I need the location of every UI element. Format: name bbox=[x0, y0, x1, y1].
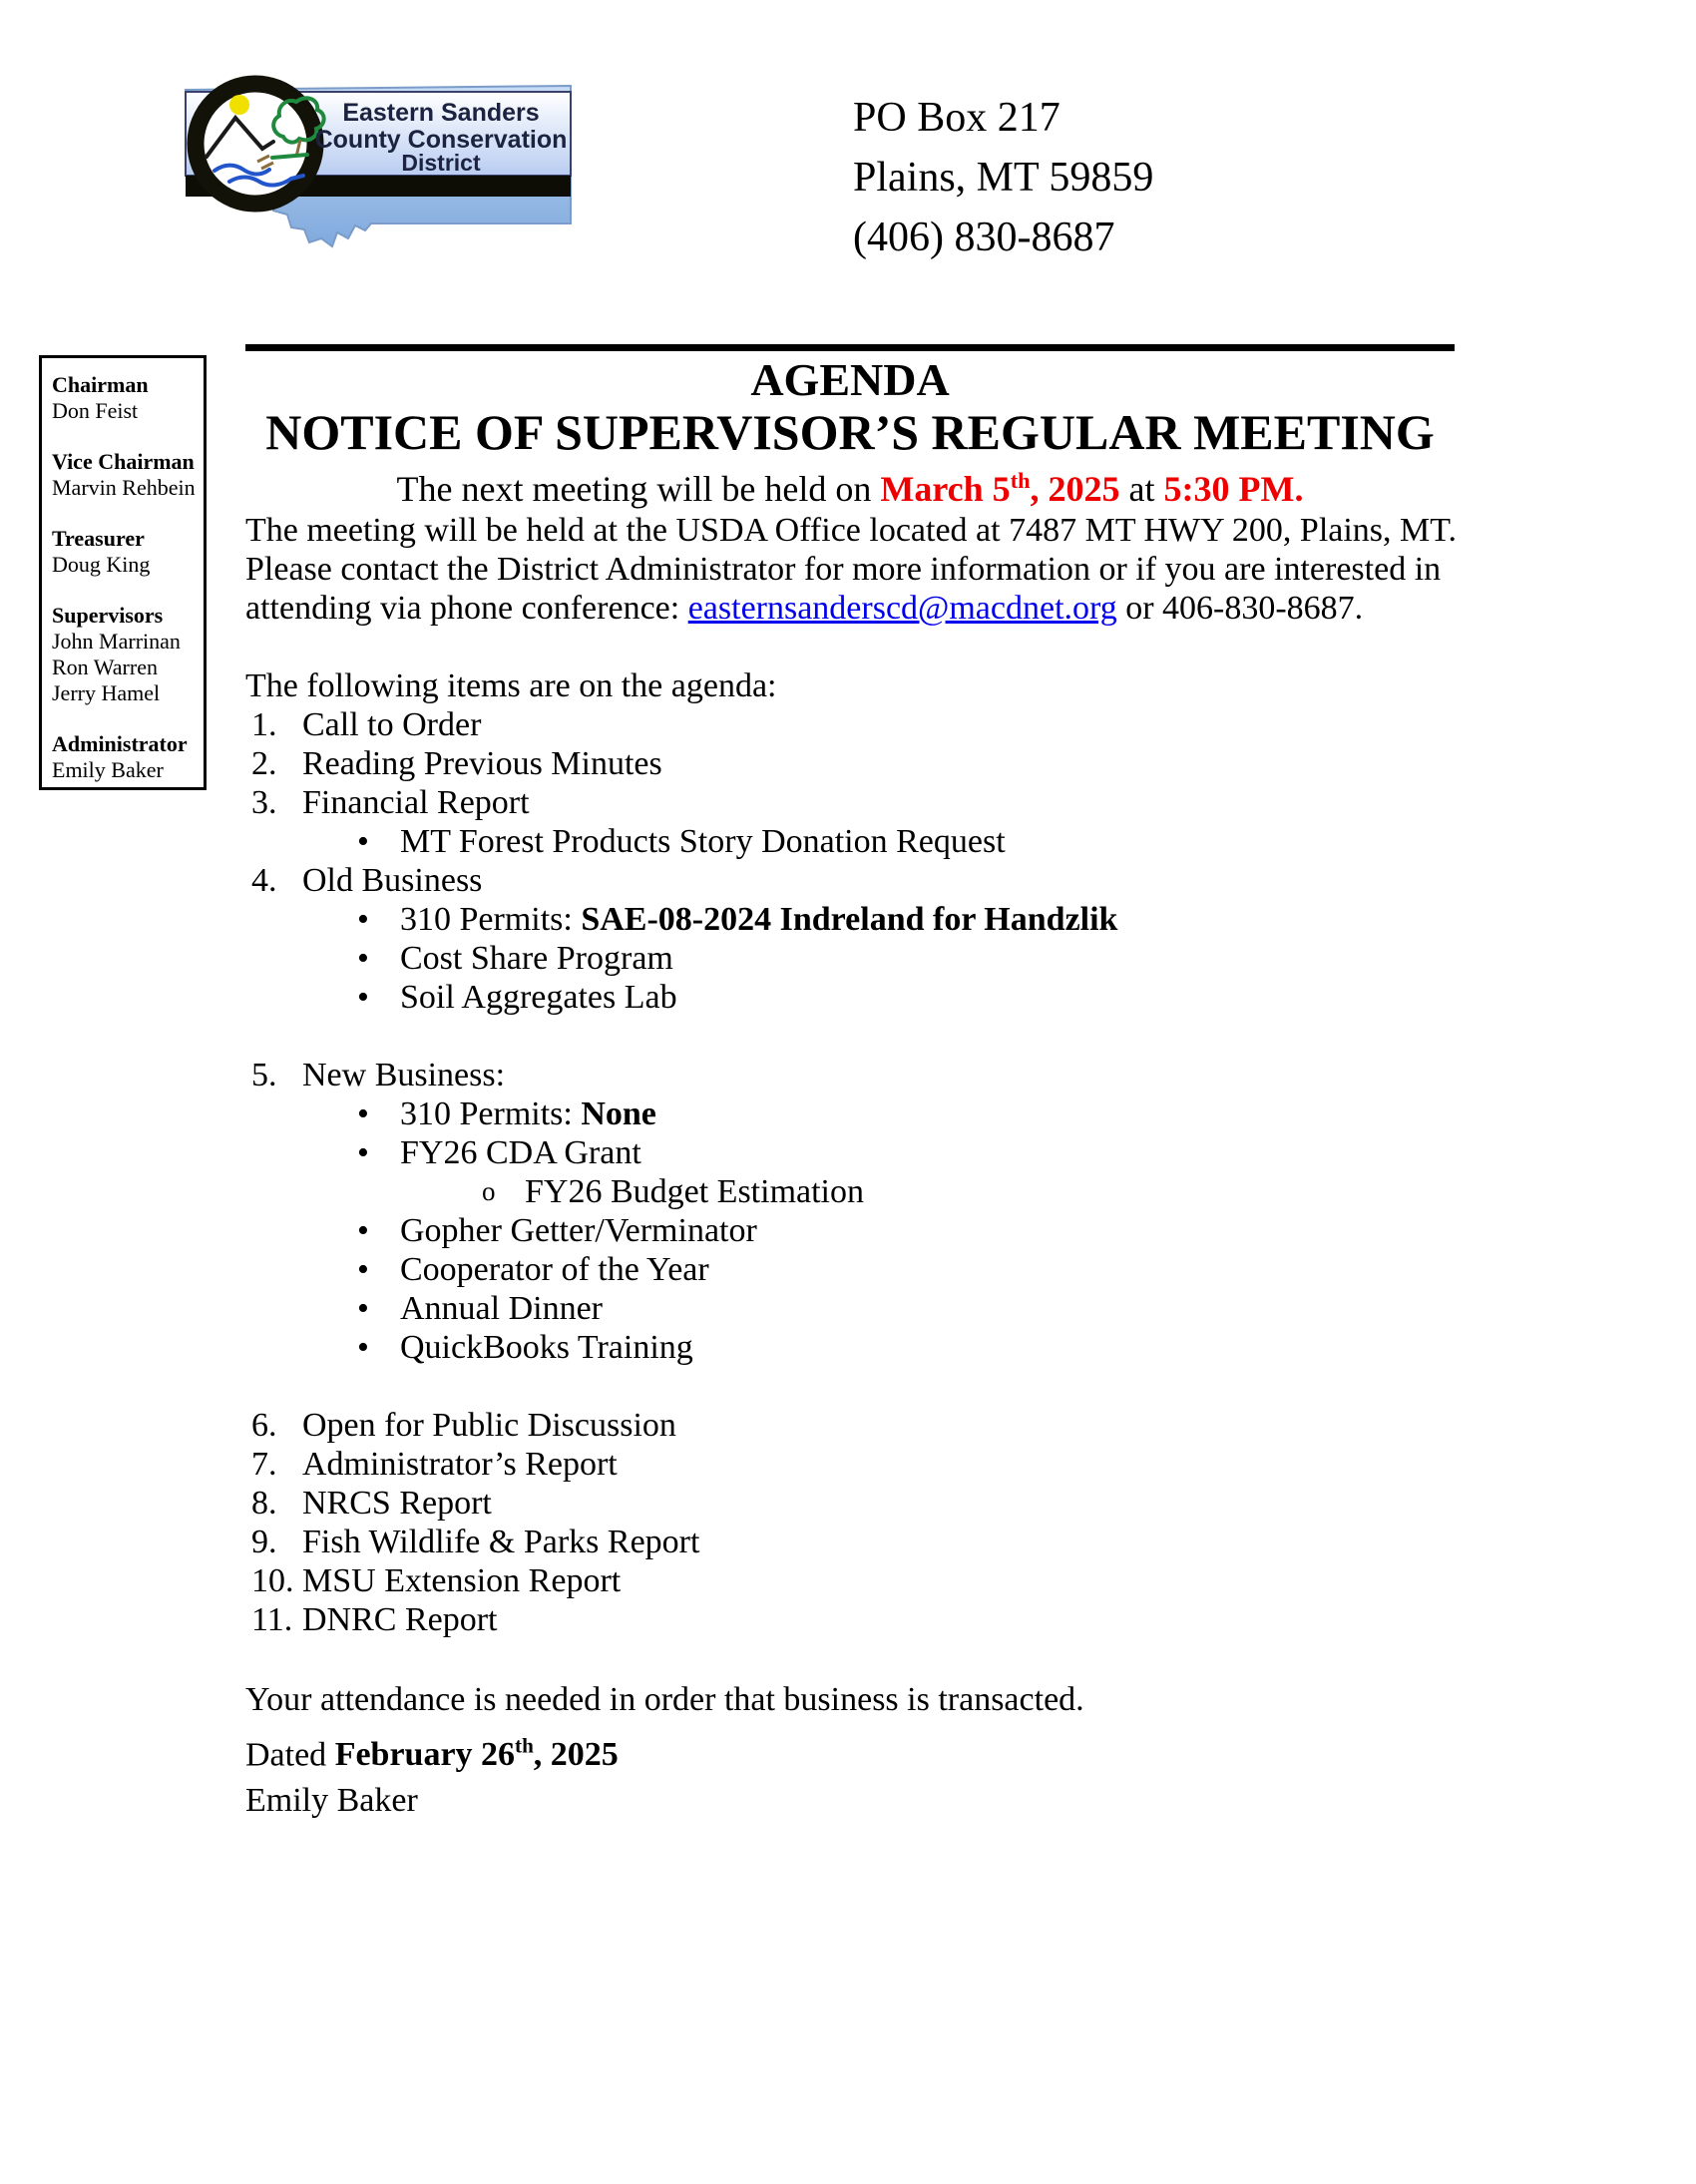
item-text-segment: Administrator’s Report bbox=[302, 1446, 618, 1483]
agenda-item bbox=[245, 1133, 1455, 1172]
meeting-date-main: March 5 bbox=[880, 469, 1011, 509]
item-text bbox=[302, 784, 530, 821]
item-text-segment: NRCS Report bbox=[302, 1485, 492, 1522]
item-number: 8. bbox=[251, 1485, 277, 1522]
agenda-item bbox=[245, 783, 1455, 822]
item-text bbox=[400, 1329, 693, 1366]
item-text-segment: FY26 CDA Grant bbox=[400, 1134, 641, 1171]
item-text bbox=[400, 901, 1117, 938]
item-text bbox=[400, 979, 677, 1016]
agenda-item bbox=[245, 939, 1455, 978]
item-number: 6. bbox=[251, 1407, 277, 1444]
item-text bbox=[400, 940, 673, 977]
agenda-item bbox=[245, 1094, 1455, 1133]
officer-role-label: Treasurer bbox=[52, 526, 145, 551]
agenda-item bbox=[245, 861, 1455, 900]
agenda-item bbox=[245, 744, 1455, 783]
item-number: 9. bbox=[251, 1524, 277, 1560]
dated-date bbox=[335, 1736, 619, 1773]
meeting-date-ordinal: th bbox=[1010, 468, 1031, 493]
item-text-segment: DNRC Report bbox=[302, 1601, 498, 1638]
bullet-icon: • bbox=[357, 1290, 369, 1327]
item-number: 2. bbox=[251, 745, 277, 782]
item-text-segment: Soil Aggregates Lab bbox=[400, 979, 677, 1016]
bullet-icon: • bbox=[357, 823, 369, 860]
bullet-icon: • bbox=[357, 1251, 369, 1288]
agenda-item bbox=[245, 705, 1455, 744]
item-text-segment: Reading Previous Minutes bbox=[302, 745, 662, 782]
bullet-icon: • bbox=[357, 1212, 369, 1249]
officer-name: Ron Warren bbox=[52, 655, 158, 679]
item-text bbox=[302, 1407, 676, 1444]
sun-icon bbox=[229, 95, 249, 115]
agenda-item bbox=[245, 1484, 1455, 1523]
district-logo bbox=[170, 58, 581, 259]
contact-info bbox=[853, 88, 1153, 267]
agenda-item bbox=[245, 1328, 1455, 1367]
agenda-item bbox=[245, 1289, 1455, 1328]
item-number: 10. bbox=[251, 1562, 294, 1599]
officer-name: Jerry Hamel bbox=[52, 680, 161, 705]
attendance-note: Your attendance is needed in order that business is transacted. bbox=[245, 1681, 1084, 1718]
bullet-icon: • bbox=[357, 979, 369, 1016]
item-number: 4. bbox=[251, 862, 277, 899]
item-text-segment: SAE-08-2024 Indreland for Handzlik bbox=[581, 901, 1118, 938]
item-text bbox=[400, 1251, 709, 1288]
logo-text-line3: District bbox=[401, 150, 481, 176]
officer-group bbox=[52, 731, 200, 783]
meeting-intro-line bbox=[245, 459, 1455, 511]
officer-name: Doug King bbox=[52, 552, 151, 577]
officers-sidebar bbox=[39, 355, 207, 790]
item-text bbox=[302, 1601, 498, 1638]
bullet-icon: • bbox=[357, 1329, 369, 1366]
officer-name: Don Feist bbox=[52, 398, 139, 423]
intro-mid: at bbox=[1119, 469, 1164, 509]
district-logo-graphic bbox=[170, 58, 581, 259]
officer-group bbox=[52, 372, 200, 424]
agenda-spacer bbox=[245, 1367, 1455, 1406]
agenda-item bbox=[245, 978, 1455, 1017]
dated-date-ordinal: th bbox=[515, 1734, 534, 1758]
item-text bbox=[302, 862, 482, 899]
dated-date-main: February 26 bbox=[334, 1736, 516, 1774]
bullet-icon: • bbox=[357, 1134, 369, 1171]
agenda-item bbox=[245, 1561, 1455, 1600]
dated-date-year: , 2025 bbox=[533, 1736, 619, 1774]
item-text bbox=[302, 706, 481, 743]
contact-po-box: PO Box 217 bbox=[853, 95, 1060, 141]
logo-text-line2: County Conservation bbox=[314, 126, 568, 154]
dated-prefix: Dated bbox=[245, 1736, 335, 1774]
item-number: 11. bbox=[251, 1601, 293, 1638]
agenda-item bbox=[245, 1250, 1455, 1289]
item-text-segment: None bbox=[581, 1095, 656, 1132]
notice-title: NOTICE OF SUPERVISOR’S REGULAR MEETING bbox=[265, 404, 1435, 460]
item-text-segment: Cooperator of the Year bbox=[400, 1251, 709, 1288]
item-text-segment: Call to Order bbox=[302, 706, 482, 743]
intro-prefix: The next meeting will be held on bbox=[396, 469, 881, 509]
item-text-segment: 310 Permits: bbox=[400, 1095, 582, 1132]
paragraph-line: Please contact the District Administrator for more information or if you are interested in bbox=[245, 551, 1442, 588]
officer-group bbox=[52, 526, 200, 578]
bullet-icon: • bbox=[357, 901, 369, 938]
item-number: 5. bbox=[251, 1057, 277, 1093]
item-text-segment: FY26 Budget Estimation bbox=[525, 1173, 864, 1210]
agenda-item bbox=[245, 1523, 1455, 1561]
agenda-item bbox=[245, 1211, 1455, 1250]
agenda-item bbox=[245, 1406, 1455, 1445]
item-number: 1. bbox=[251, 706, 277, 743]
agenda-item bbox=[245, 900, 1455, 939]
item-text bbox=[400, 823, 1006, 860]
item-text bbox=[302, 1446, 618, 1483]
item-text-segment: Open for Public Discussion bbox=[302, 1407, 676, 1444]
agenda-item bbox=[245, 1056, 1455, 1094]
item-text-segment: Fish Wildlife & Parks Report bbox=[302, 1524, 700, 1560]
item-text-segment: MT Forest Products Story Donation Request bbox=[400, 823, 1006, 860]
item-text bbox=[302, 1524, 699, 1560]
officer-name: Marvin Rehbein bbox=[52, 475, 196, 500]
item-text bbox=[302, 1057, 505, 1093]
sidebar-officer-list bbox=[52, 372, 200, 783]
item-number: 7. bbox=[251, 1446, 277, 1483]
item-text-segment: Annual Dinner bbox=[400, 1290, 604, 1327]
paragraph-line bbox=[245, 589, 1455, 628]
item-text bbox=[400, 1212, 757, 1249]
contact-phone: (406) 830-8687 bbox=[853, 215, 1115, 260]
officer-role-label: Supervisors bbox=[52, 603, 164, 628]
meeting-details-paragraph bbox=[245, 511, 1458, 628]
meeting-date bbox=[880, 469, 1119, 509]
item-text-segment: Gopher Getter/Verminator bbox=[400, 1212, 757, 1249]
item-text bbox=[302, 1562, 621, 1599]
officer-name: Emily Baker bbox=[52, 757, 164, 782]
item-text bbox=[302, 1485, 492, 1522]
item-text bbox=[302, 745, 662, 782]
officer-role-label: Chairman bbox=[52, 372, 149, 397]
meeting-time: 5:30 PM. bbox=[1163, 469, 1304, 509]
dated-line bbox=[245, 1723, 1455, 1778]
agenda-title: AGENDA bbox=[750, 354, 950, 405]
paragraph-line3-suffix: or 406-830-8687. bbox=[1116, 590, 1364, 627]
agenda-list bbox=[245, 705, 1455, 1639]
agenda-spacer bbox=[245, 1017, 1455, 1056]
agenda-item bbox=[245, 1600, 1455, 1639]
closing-block bbox=[245, 1677, 1455, 1824]
agenda-item bbox=[245, 1172, 1455, 1211]
main-content bbox=[245, 351, 1458, 1824]
item-text-segment: Financial Report bbox=[302, 784, 530, 821]
item-text-segment: Old Business bbox=[302, 862, 483, 899]
contact-city-state: Plains, MT 59859 bbox=[853, 155, 1154, 201]
item-text bbox=[525, 1173, 864, 1210]
paragraph-line: The meeting will be held at the USDA Office located at 7487 MT HWY 200, Plains, MT. bbox=[245, 512, 1458, 549]
officer-role-label: Vice Chairman bbox=[52, 449, 195, 474]
circle-bullet-icon: o bbox=[482, 1176, 496, 1206]
officer-group bbox=[52, 603, 200, 706]
bullet-icon: • bbox=[357, 1095, 369, 1132]
officer-name: John Marrinan bbox=[52, 629, 181, 654]
item-text bbox=[400, 1290, 603, 1327]
item-text-segment: 310 Permits: bbox=[400, 901, 582, 938]
district-email-link[interactable]: easternsanderscd@macdnet.org bbox=[687, 590, 1117, 627]
agenda-list-intro: The following items are on the agenda: bbox=[245, 667, 777, 704]
paragraph-line3-prefix: attending via phone conference: bbox=[245, 590, 688, 627]
logo-text-line1: Eastern Sanders bbox=[342, 99, 540, 127]
item-text-segment: Cost Share Program bbox=[400, 940, 673, 977]
item-text-segment: MSU Extension Report bbox=[302, 1562, 622, 1599]
item-text bbox=[400, 1134, 641, 1171]
item-text-segment: QuickBooks Training bbox=[400, 1329, 693, 1366]
officer-role-label: Administrator bbox=[52, 731, 188, 756]
signature-name: Emily Baker bbox=[245, 1782, 418, 1820]
bullet-icon: • bbox=[357, 940, 369, 977]
meeting-date-year: , 2025 bbox=[1030, 469, 1120, 509]
item-text-segment: New Business: bbox=[302, 1057, 506, 1093]
officer-group bbox=[52, 449, 200, 501]
item-text bbox=[400, 1095, 656, 1132]
agenda-item bbox=[245, 822, 1455, 861]
item-number: 3. bbox=[251, 784, 277, 821]
header-rule bbox=[245, 344, 1455, 351]
agenda-item bbox=[245, 1445, 1455, 1484]
